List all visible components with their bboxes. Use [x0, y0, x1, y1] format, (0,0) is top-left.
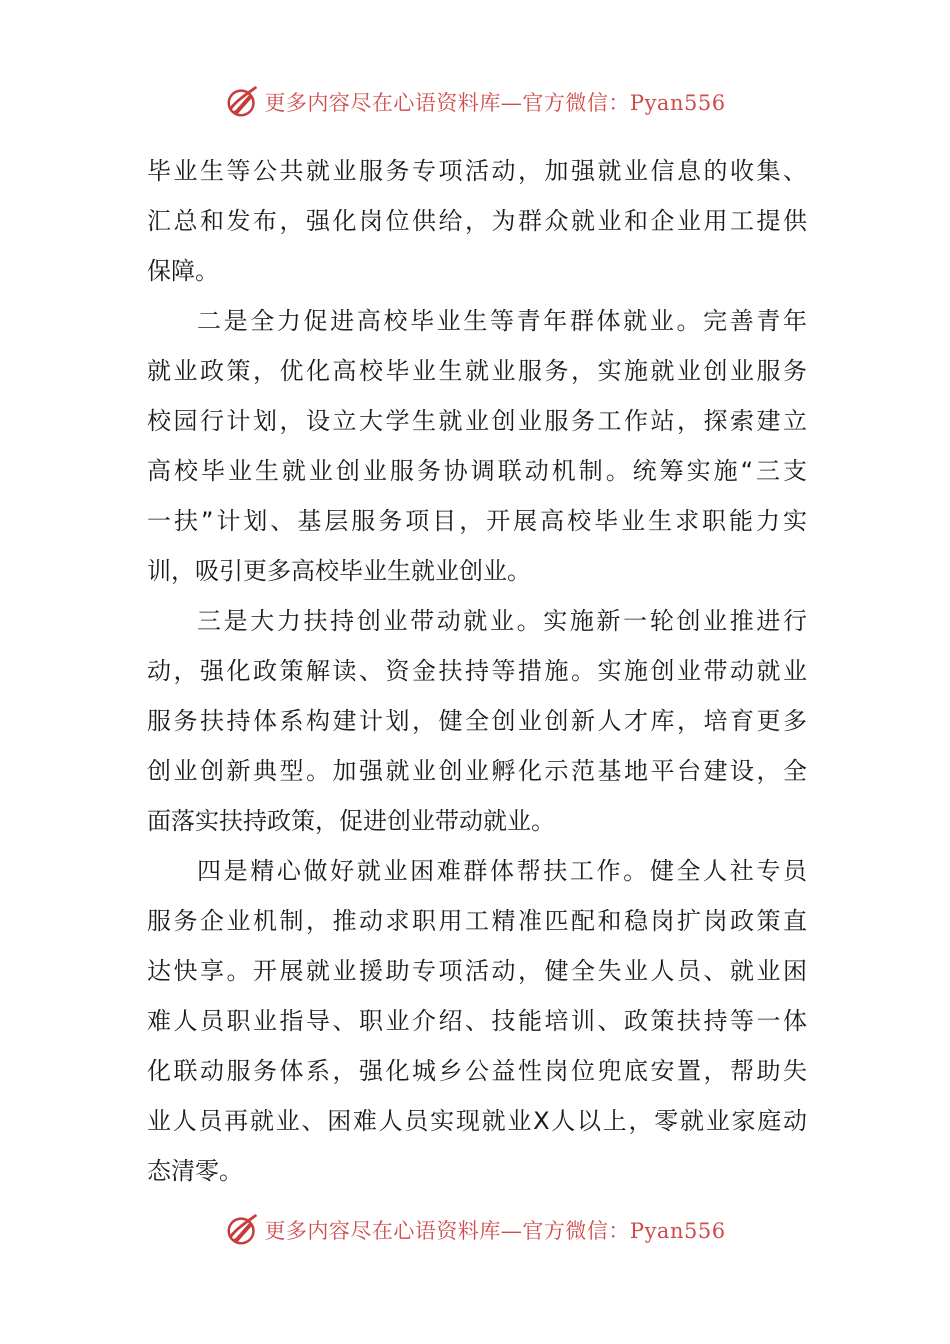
header-banner: [0, 80, 950, 124]
pen-logo-icon: [224, 1211, 262, 1249]
text-line: 保障。: [147, 257, 219, 285]
text-line: 高校毕业生就业创业服务协调联动机制。统筹实施“三支: [147, 457, 807, 485]
text-line: 达快享。开展就业援助专项活动，健全失业人员、就业困: [147, 957, 807, 985]
header-banner-text: 更多内容尽在心语资料库—官方微信：Pyan556: [264, 91, 726, 115]
text-line: 面落实扶持政策，促进创业带动就业。: [147, 807, 555, 835]
text-line: 训，吸引更多高校毕业生就业创业。: [147, 557, 531, 585]
footer-banner: [0, 1208, 950, 1252]
text-line: 二是全力促进高校毕业生等青年群体就业。完善青年: [197, 307, 807, 335]
text-line: 化联动服务体系，强化城乡公益性岗位兜底安置，帮助失: [147, 1057, 807, 1085]
text-line: 汇总和发布，强化岗位供给，为群众就业和企业用工提供: [147, 207, 807, 235]
text-line: 一扶”计划、基层服务项目，开展高校毕业生求职能力实: [147, 507, 807, 535]
text-line: 毕业生等公共就业服务专项活动，加强就业信息的收集、: [147, 157, 807, 185]
text-line: 业人员再就业、困难人员实现就业X人以上，零就业家庭动: [147, 1107, 807, 1135]
text-line: 校园行计划，设立大学生就业创业服务工作站，探索建立: [147, 407, 807, 435]
text-line: 四是精心做好就业困难群体帮扶工作。健全人社专员: [197, 857, 807, 885]
text-line: 创业创新典型。加强就业创业孵化示范基地平台建设，全: [147, 757, 807, 785]
text-line: 服务扶持体系构建计划，健全创业创新人才库，培育更多: [147, 707, 807, 735]
text-line: 难人员职业指导、职业介绍、技能培训、政策扶持等一体: [147, 1007, 807, 1035]
text-line: 服务企业机制，推动求职用工精准匹配和稳岗扩岗政策直: [147, 907, 807, 935]
document-body: [147, 146, 807, 1196]
text-line: 态清零。: [147, 1157, 243, 1185]
text-line: 就业政策，优化高校毕业生就业服务，实施就业创业服务: [147, 357, 807, 385]
text-line: 三是大力扶持创业带动就业。实施新一轮创业推进行: [197, 607, 807, 635]
pen-logo-icon: [224, 83, 262, 121]
text-line: 动，强化政策解读、资金扶持等措施。实施创业带动就业: [147, 657, 807, 685]
footer-banner-text: 更多内容尽在心语资料库—官方微信：Pyan556: [264, 1219, 726, 1243]
